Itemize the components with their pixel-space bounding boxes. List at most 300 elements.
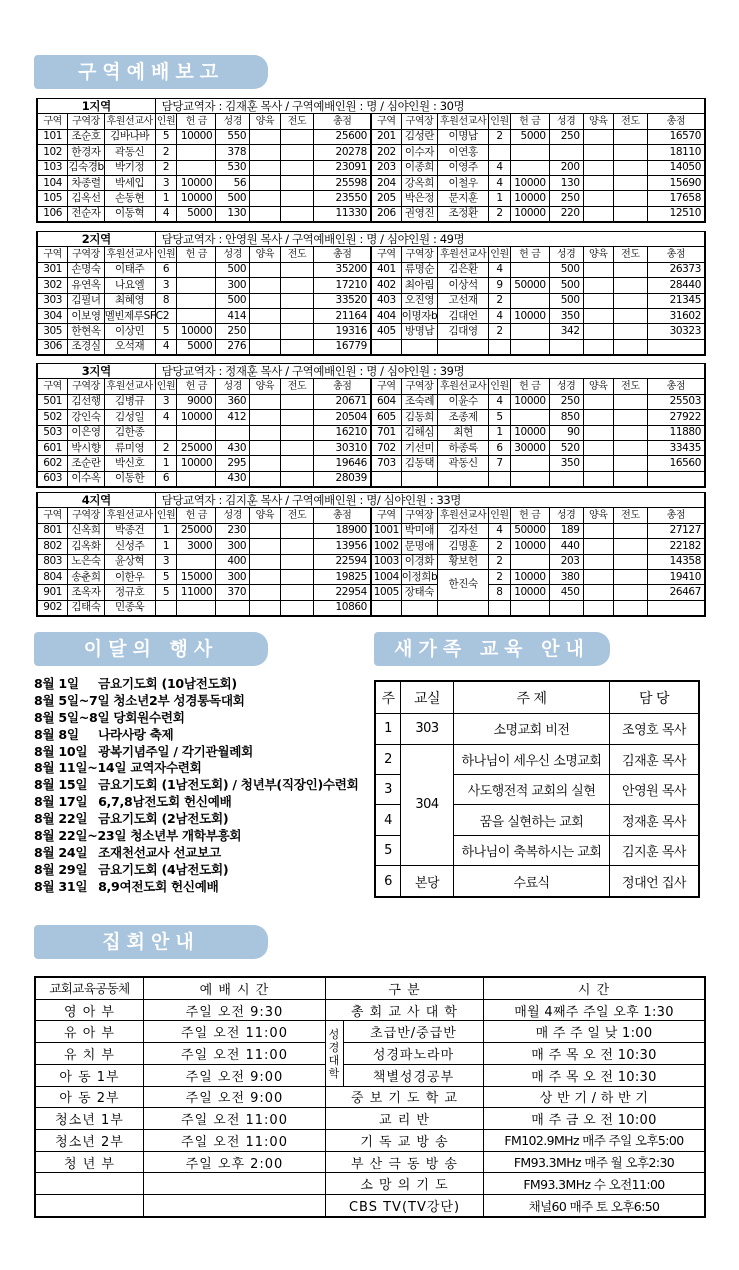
district-row	[38, 539, 705, 554]
district-row	[38, 585, 705, 600]
cell: 33435	[647, 440, 704, 455]
column-header: 전도	[280, 508, 314, 523]
cell	[613, 308, 647, 323]
cell	[583, 600, 613, 615]
cell	[280, 394, 314, 409]
cell: 강인숙	[68, 410, 104, 425]
cell	[280, 206, 314, 221]
cell: 김숙경b	[68, 160, 104, 175]
bible-college-label: 성경대학	[328, 1027, 341, 1080]
cell: 6	[155, 471, 177, 486]
edu-leader: 김재훈 목사	[610, 744, 699, 774]
district-row	[38, 569, 705, 584]
column-header: 헌 금	[510, 508, 549, 523]
cell	[177, 262, 216, 277]
meet-program-time: FM93.3MHz 수 오전11:00	[484, 1173, 705, 1195]
cell	[613, 324, 647, 339]
cell	[250, 191, 280, 206]
cell: 19410	[647, 569, 704, 584]
cell: 10000	[510, 308, 549, 323]
cell: 802	[38, 539, 68, 554]
newfamily-table	[374, 680, 700, 898]
cell: 김한종	[104, 425, 155, 440]
edu-week: 5	[376, 835, 401, 865]
cell: 2	[489, 324, 511, 339]
cell: 4	[155, 410, 177, 425]
cell: 4	[155, 339, 177, 354]
column-header: 후원선교사	[104, 508, 155, 523]
cell: 김옥화	[68, 539, 104, 554]
meet-program-time: 매 주 목 오 전 10:30	[484, 1064, 705, 1086]
cell: 10000	[510, 585, 549, 600]
cell: 1	[155, 539, 177, 554]
cell: 류명순	[401, 262, 437, 277]
column-header: 구역장	[401, 247, 437, 262]
cell: 15000	[177, 569, 216, 584]
cell	[250, 160, 280, 175]
edu-week: 1	[376, 714, 401, 744]
cell: 4	[489, 308, 511, 323]
cell: 26467	[647, 585, 704, 600]
cell: 603	[38, 471, 68, 486]
cell: 380	[549, 569, 583, 584]
cell: 박종건	[104, 523, 155, 538]
cell: 300	[216, 539, 250, 554]
cell: 4	[489, 523, 511, 538]
cell: 2	[489, 206, 511, 221]
cell	[549, 145, 583, 160]
cell: 5	[155, 585, 177, 600]
cell: 27922	[647, 410, 704, 425]
cell: 4	[489, 394, 511, 409]
column-header: 성경	[216, 247, 250, 262]
cell: 1	[155, 456, 177, 471]
cell: 윤상혁	[104, 554, 155, 569]
edu-topic: 꿈을 실현하는 교회	[454, 805, 610, 835]
cell	[583, 539, 613, 554]
cell: 250	[216, 324, 250, 339]
cell: 10000	[510, 539, 549, 554]
cell: 19825	[314, 569, 371, 584]
cell	[583, 585, 613, 600]
event-text: 당회원수련회	[113, 709, 185, 725]
meet-row	[36, 999, 705, 1021]
column-header: 구역	[371, 379, 401, 394]
cell: 220	[549, 206, 583, 221]
cell: 김대영	[438, 324, 489, 339]
cell: 10000	[510, 394, 549, 409]
column-header: 성경	[549, 379, 583, 394]
cell	[280, 145, 314, 160]
cell: 김바나바	[104, 129, 155, 144]
column-header: 전도	[280, 114, 314, 129]
event-text: 광복기념주일 / 각기관월례회	[98, 743, 253, 759]
cell	[250, 440, 280, 455]
meet-dept: 청소년 2부	[36, 1130, 144, 1152]
column-header: 총점	[314, 114, 371, 129]
cell: 10000	[510, 191, 549, 206]
meet-dept: 아 동 1부	[36, 1064, 144, 1086]
cell: 6	[489, 440, 511, 455]
cell: 김대언	[438, 308, 489, 323]
cell: 3	[155, 554, 177, 569]
cell	[250, 539, 280, 554]
cell: 박은정	[401, 191, 437, 206]
cell: 200	[549, 160, 583, 175]
cell: 402	[371, 278, 401, 293]
column-header: 양육	[250, 379, 280, 394]
cell: 김병규	[104, 394, 155, 409]
meet-time: 주일 오전 9:00	[144, 1086, 326, 1108]
column-header: 인원	[155, 508, 177, 523]
edu-header: 담 당	[610, 682, 699, 714]
cell	[280, 523, 314, 538]
edu-room: 본당	[401, 866, 454, 897]
cell: 901	[38, 585, 68, 600]
column-header: 후원선교사	[438, 379, 489, 394]
cell: 박시향	[68, 440, 104, 455]
column-header: 구역장	[401, 114, 437, 129]
column-header: 헌 금	[177, 114, 216, 129]
column-header: 헌 금	[177, 247, 216, 262]
cell: 신옥희	[68, 523, 104, 538]
meet-program: CBS TV(TV강단)	[326, 1195, 484, 1217]
cell: 문지훈	[438, 191, 489, 206]
edu-week: 4	[376, 805, 401, 835]
cell	[280, 324, 314, 339]
cell: 10000	[177, 456, 216, 471]
event-date: 8월 17일	[34, 794, 88, 810]
district-table	[36, 492, 706, 617]
cell	[280, 554, 314, 569]
cell: 405	[371, 324, 401, 339]
column-header: 총점	[647, 508, 704, 523]
cell: 17658	[647, 191, 704, 206]
meet-program-time: 매월 4째주 주일 오후 1:30	[484, 999, 705, 1021]
cell: 권영진	[401, 206, 437, 221]
cell	[549, 339, 583, 354]
cell: 2	[489, 293, 511, 308]
cell	[155, 600, 177, 615]
cell: 20671	[314, 394, 371, 409]
district-info: 담당교역자 : 정재훈 목사 / 구역예배인원 : 명 / 심야인원 : 39명	[155, 364, 704, 379]
district-row	[38, 293, 705, 308]
cell: 204	[371, 175, 401, 190]
column-header: 후원선교사	[438, 508, 489, 523]
cell: 8	[155, 293, 177, 308]
cell	[280, 425, 314, 440]
cell: 이상민	[104, 324, 155, 339]
cell: 6	[155, 262, 177, 277]
cell: 30310	[314, 440, 371, 455]
cell	[177, 600, 216, 615]
cell: 노은숙	[68, 554, 104, 569]
district-name: 3지역	[38, 364, 156, 379]
cell: 방명남	[401, 324, 437, 339]
cell: 703	[371, 456, 401, 471]
cell	[549, 600, 583, 615]
cell	[510, 410, 549, 425]
cell: 101	[38, 129, 68, 144]
cell: 203	[549, 554, 583, 569]
column-header: 구역	[371, 508, 401, 523]
meet-program-time: 상 반 기 / 하 반 기	[484, 1086, 705, 1108]
cell: 5	[155, 569, 177, 584]
district-info: 담당교역자 : 김재훈 목사 / 구역예배인원 : 명 / 심야인원 : 30명	[155, 99, 704, 114]
edu-room: 303	[401, 714, 454, 744]
cell	[401, 471, 437, 486]
cell: 이한우	[104, 569, 155, 584]
cell: 조숙례	[401, 394, 437, 409]
cell: 전순자	[68, 206, 104, 221]
meet-row	[36, 1021, 705, 1043]
cell: 최현	[438, 425, 489, 440]
cell: 35200	[314, 262, 371, 277]
column-header: 후원선교사	[438, 114, 489, 129]
cell: 500	[216, 262, 250, 277]
cell	[510, 262, 549, 277]
edu-topic: 하나님이 축복하시는 교회	[454, 835, 610, 865]
cell: 곽동신	[104, 145, 155, 160]
cell: 5000	[177, 206, 216, 221]
cell	[216, 425, 250, 440]
column-header: 총점	[314, 508, 371, 523]
cell: 10000	[510, 206, 549, 221]
edu-leader: 정대언 집사	[610, 866, 699, 897]
cell	[583, 191, 613, 206]
cell: 이동혁	[104, 206, 155, 221]
column-header: 구역장	[68, 114, 104, 129]
cell: 10000	[177, 410, 216, 425]
cell	[280, 410, 314, 425]
cell: 105	[38, 191, 68, 206]
event-text: 8,9여전도회 헌신예배	[98, 878, 219, 894]
meet-time: 주일 오전 11:00	[144, 1043, 326, 1065]
cell: 2	[155, 145, 177, 160]
district-info: 담당교역자 : 김지훈 목사 / 구역예배인원 : 명/ 심야인원 : 33명	[155, 493, 704, 508]
meet-program: 교 리 반	[326, 1108, 484, 1130]
meet-header: 교회교육공동체	[36, 978, 144, 1000]
district-table	[36, 363, 706, 488]
cell	[613, 129, 647, 144]
cell: 601	[38, 440, 68, 455]
meet-dept: 청 년 부	[36, 1151, 144, 1173]
cell	[250, 308, 280, 323]
cell: 5	[155, 129, 177, 144]
cell: 11880	[647, 425, 704, 440]
meetings-table	[34, 976, 706, 1218]
cell: 206	[371, 206, 401, 221]
event-item	[34, 845, 364, 862]
meet-row	[36, 1151, 705, 1173]
cell: 205	[371, 191, 401, 206]
cell: 20278	[314, 145, 371, 160]
cell	[613, 456, 647, 471]
cell: 박미애	[401, 523, 437, 538]
cell	[280, 278, 314, 293]
cell: 멜빈제루SFC	[104, 308, 155, 323]
event-text: 청소년부 개학부흥회	[130, 828, 242, 844]
cell: 10000	[510, 175, 549, 190]
cell: 19646	[314, 456, 371, 471]
cell	[510, 293, 549, 308]
column-header: 후원선교사	[104, 247, 155, 262]
district-info: 담당교역자 : 안영원 목사 / 구역예배인원 : 명 / 심야인원 : 49명	[155, 232, 704, 247]
column-header: 후원선교사	[438, 247, 489, 262]
cell	[250, 425, 280, 440]
cell: 23091	[314, 160, 371, 175]
cell: 342	[549, 324, 583, 339]
cell: 412	[216, 410, 250, 425]
edu-topic: 사도행전적 교회의 실현	[454, 774, 610, 804]
cell: 450	[549, 585, 583, 600]
cell: 400	[216, 554, 250, 569]
meet-header: 시 간	[484, 978, 705, 1000]
cell: 김성란	[401, 129, 437, 144]
event-item	[34, 710, 364, 727]
cell: 4	[489, 262, 511, 277]
cell	[613, 600, 647, 615]
cell: 50000	[510, 278, 549, 293]
column-header: 인원	[155, 114, 177, 129]
cell: 403	[371, 293, 401, 308]
cell: 300	[216, 569, 250, 584]
cell: 김태숙	[68, 600, 104, 615]
cell: 350	[549, 308, 583, 323]
cell: 2	[155, 308, 177, 323]
cell: 604	[371, 394, 401, 409]
event-text: 교역자수련회	[130, 760, 202, 776]
event-item	[34, 862, 364, 879]
meet-time	[144, 1173, 326, 1195]
cell: 430	[216, 440, 250, 455]
cell: 250	[549, 129, 583, 144]
column-header: 총점	[647, 247, 704, 262]
cell: 203	[371, 160, 401, 175]
cell: 김동희	[401, 410, 437, 425]
edu-topic: 하나님이 세우신 소명교회	[454, 744, 610, 774]
cell: 이정희b	[401, 569, 437, 584]
cell	[583, 145, 613, 160]
cell	[613, 206, 647, 221]
event-date: 8월 24일	[34, 844, 88, 860]
column-header: 성경	[216, 508, 250, 523]
event-item	[34, 777, 364, 794]
cell: 602	[38, 456, 68, 471]
column-header: 성경	[549, 114, 583, 129]
event-item	[34, 727, 364, 744]
edu-leader: 정재훈 목사	[610, 805, 699, 835]
cell	[250, 600, 280, 615]
cell: 박기정	[104, 160, 155, 175]
column-header: 성경	[216, 114, 250, 129]
cell: 5000	[510, 129, 549, 144]
cell: 302	[38, 278, 68, 293]
cell: 오석재	[104, 339, 155, 354]
cell	[583, 569, 613, 584]
cell: 28039	[314, 471, 371, 486]
cell: 1	[155, 191, 177, 206]
cell: 9000	[177, 394, 216, 409]
cell	[583, 394, 613, 409]
cell: 189	[549, 523, 583, 538]
cell: 10000	[177, 324, 216, 339]
event-date: 8월 22일	[34, 811, 88, 827]
cell: 2	[489, 569, 511, 584]
meet-time: 주일 오후 2:00	[144, 1151, 326, 1173]
meet-dept	[36, 1195, 144, 1217]
cell	[613, 440, 647, 455]
column-header: 전도	[613, 379, 647, 394]
cell: 민종욱	[104, 600, 155, 615]
cell: 3000	[177, 539, 216, 554]
district-row	[38, 554, 705, 569]
cell: 문명애	[401, 539, 437, 554]
cell: 22954	[314, 585, 371, 600]
cell	[489, 471, 511, 486]
cell: 103	[38, 160, 68, 175]
column-header: 구역	[38, 114, 68, 129]
edu-header: 주 제	[454, 682, 610, 714]
cell	[280, 440, 314, 455]
cell	[280, 175, 314, 190]
edu-row	[376, 866, 699, 897]
cell: 7	[489, 456, 511, 471]
cell	[280, 191, 314, 206]
column-header: 헌 금	[177, 379, 216, 394]
cell: 500	[216, 293, 250, 308]
cell	[583, 554, 613, 569]
cell: 10000	[177, 191, 216, 206]
cell: 조순호	[68, 129, 104, 144]
column-header: 총점	[647, 114, 704, 129]
cell: 301	[38, 262, 68, 277]
meet-program: 성경파노라마	[344, 1043, 484, 1065]
cell: 13956	[314, 539, 371, 554]
district-name: 1지역	[38, 99, 156, 114]
cell: 이철우	[438, 175, 489, 190]
district-row	[38, 600, 705, 615]
district-name: 4지역	[38, 493, 156, 508]
cell: 56	[216, 175, 250, 190]
cell: 11000	[177, 585, 216, 600]
edu-room: 304	[401, 744, 454, 866]
meet-program-time: 매 주 주 일 낮 1:00	[484, 1021, 705, 1043]
cell	[250, 293, 280, 308]
event-item	[34, 760, 364, 777]
cell: 230	[216, 523, 250, 538]
cell: 4	[155, 206, 177, 221]
edu-leader: 김지훈 목사	[610, 835, 699, 865]
cell: 조순란	[68, 456, 104, 471]
district-row	[38, 440, 705, 455]
cell: 702	[371, 440, 401, 455]
cell: 2	[489, 554, 511, 569]
cell	[177, 293, 216, 308]
cell: 19316	[314, 324, 371, 339]
column-header: 구역장	[68, 379, 104, 394]
column-header: 전도	[613, 247, 647, 262]
cell: 50000	[510, 523, 549, 538]
cell: 304	[38, 308, 68, 323]
cell: 이수옥	[68, 471, 104, 486]
cell: 303	[38, 293, 68, 308]
meet-program: 총 회 교 사 대 학	[326, 999, 484, 1021]
cell	[613, 339, 647, 354]
column-header: 인원	[489, 247, 511, 262]
cell: 25503	[647, 394, 704, 409]
cell: 한경자	[68, 145, 104, 160]
